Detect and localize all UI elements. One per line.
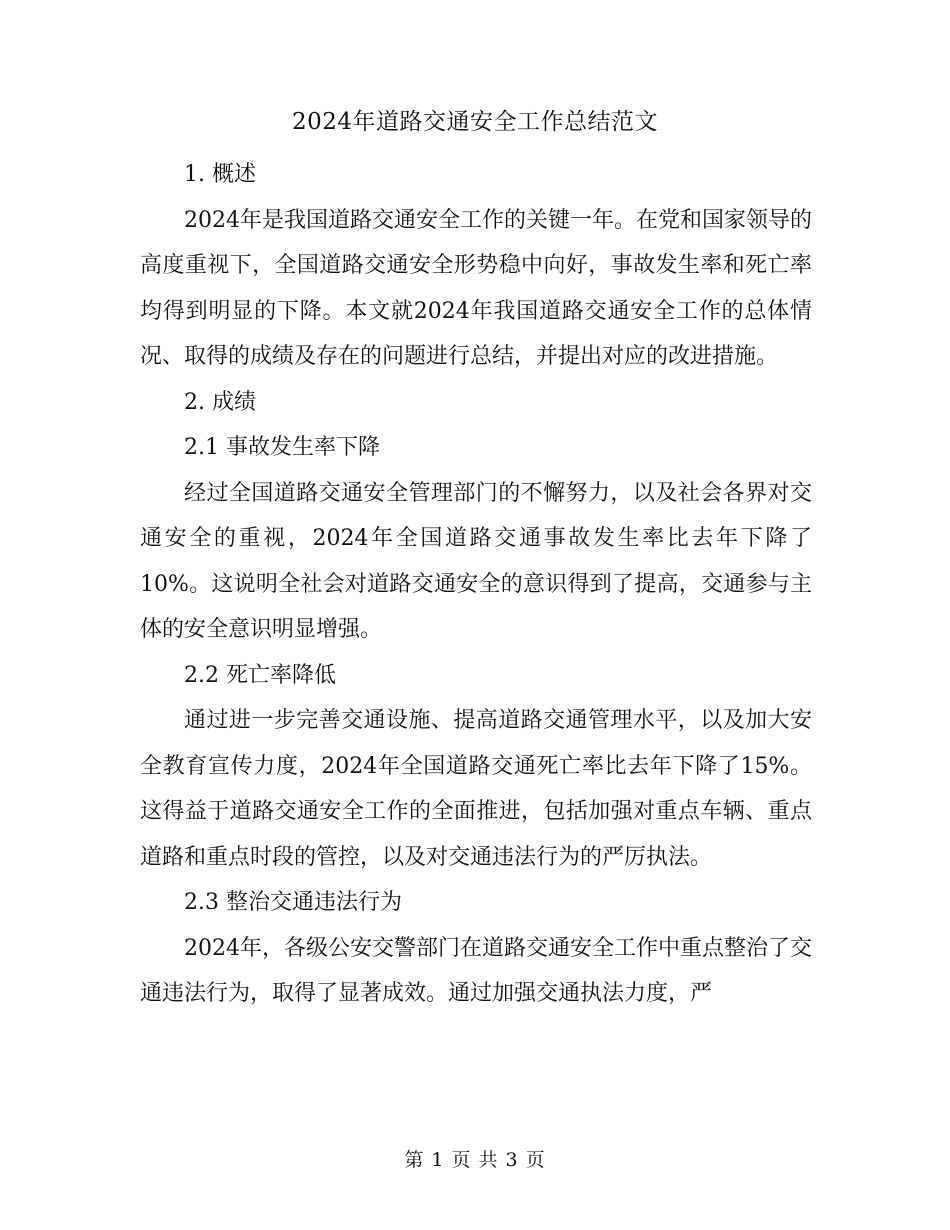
subsection-heading-death-rate: 2.2 死亡率降低 — [184, 662, 336, 688]
document-title: 2024年道路交通安全工作总结范文 — [291, 109, 659, 135]
page-number: 第 1 页 共 3 页 — [404, 1149, 546, 1171]
section-heading-achievements: 2. 成绩 — [184, 389, 256, 415]
paragraph-overview: 2024年是我国道路交通安全工作的关键一年。在党和国家领导的高度重视下，全国道路交通安全形势稳中向好，事故发生率和死亡率均得到明显的下降。本文就2024年我国道路交通安全工作的总体情况、取得的成绩及存在的问题进行总结，并提出对应的改进措施。 — [140, 207, 812, 369]
paragraph-violations: 2024年，各级公安交警部门在道路交通安全工作中重点整治了交通违法行为，取得了显著成效。通过加强交通执法力度，严 — [140, 935, 812, 1006]
document-body — [140, 152, 812, 1017]
subsection-heading-accident-rate: 2.1 事故发生率下降 — [184, 435, 380, 460]
subsection-heading-violations: 2.3 整治交通违法行为 — [184, 890, 402, 915]
section-heading-overview: 1. 概述 — [184, 162, 256, 187]
paragraph-accident-rate: 经过全国道路交通安全管理部门的不懈努力，以及社会各界对交通安全的重视，2024年全国道路交通事故发生率比去年下降了10%。这说明全社会对道路交通安全的意识得到了提高，交通参与主体的安全意识明显增强。 — [140, 480, 812, 642]
paragraph-death-rate: 通过进一步完善交通设施、提高道路交通管理水平，以及加大安全教育宣传力度，2024年全国道路交通死亡率比去年下降了15%。这得益于道路交通安全工作的全面推进，包括加强对重点车辆、重点道路和重点时段的管控，以及对交通违法行为的严厉执法。 — [140, 708, 812, 870]
